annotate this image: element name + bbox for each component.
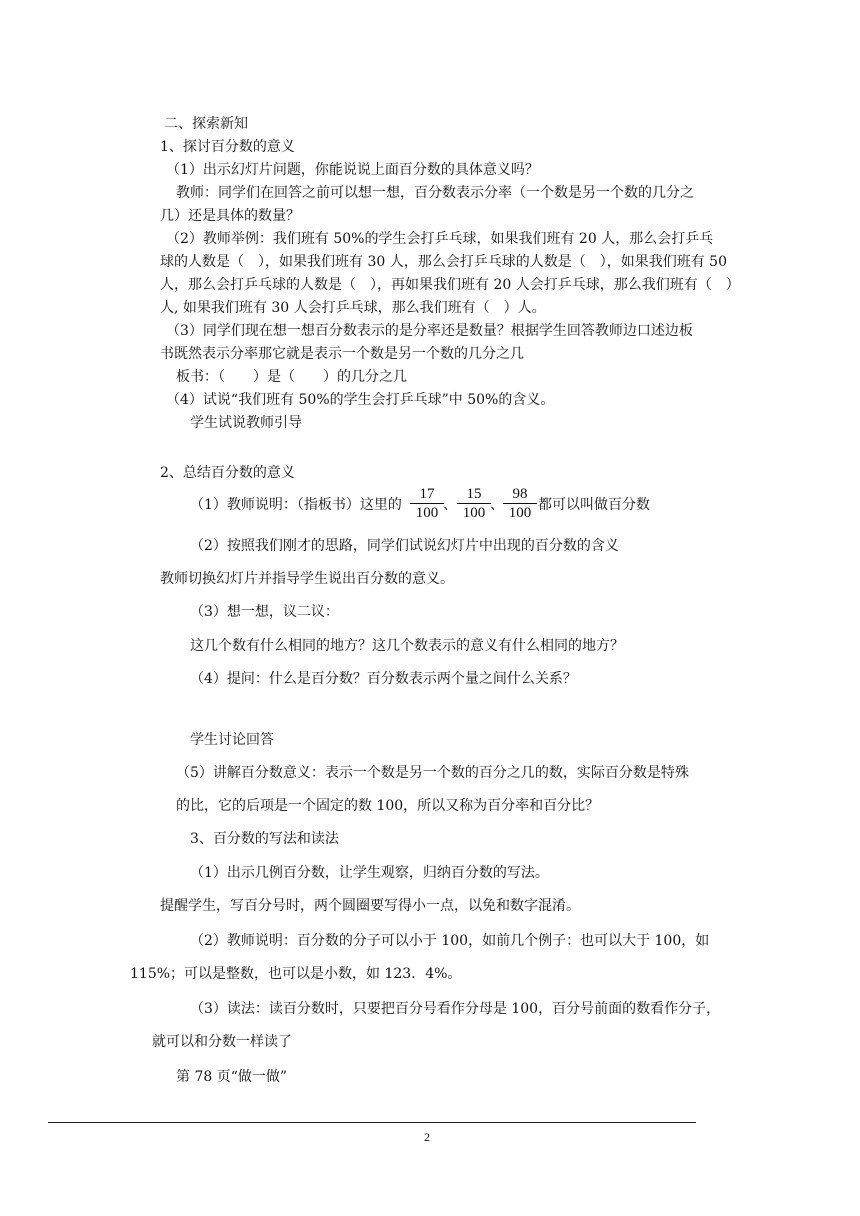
paragraph: 人, 如果我们班有 30 人会打乒乓球，那么我们班有（ ）人。 xyxy=(160,300,546,316)
fraction xyxy=(457,485,491,522)
fraction-denominator: 100 xyxy=(415,505,439,521)
paragraph: 就可以和分数一样读了 xyxy=(152,1034,292,1050)
paragraph: （4）试说“我们班有 50%的学生会打乒乓球”中 50%的含义。 xyxy=(166,392,555,408)
paragraph: （3）同学们现在想一想百分数表示的是分率还是数量？根据学生回答教师边口述边板 xyxy=(166,323,693,339)
subheading-summary: 2、总结百分数的意义 xyxy=(160,465,295,481)
paragraph: 这几个数有什么相同的地方？这几个数表示的意义有什么相同的地方？ xyxy=(190,638,624,654)
separator: 、 xyxy=(490,497,504,513)
paragraph: （2）按照我们刚才的思路，同学们试说幻灯片中出现的百分数的含义 xyxy=(190,538,619,554)
paragraph: 第 78 页“做一做” xyxy=(176,1069,288,1085)
fraction-denominator: 100 xyxy=(508,505,532,521)
fraction-numerator: 98 xyxy=(503,485,537,504)
subheading-writing-reading: 3、百分数的写法和读法 xyxy=(190,831,339,847)
paragraph: （3）想一想，议二议： xyxy=(190,604,339,620)
fraction-numerator: 17 xyxy=(410,485,444,504)
paragraph: 115%；可以是整数，也可以是小数，如 123．4%。 xyxy=(130,966,462,982)
separator: 、 xyxy=(443,497,457,513)
paragraph: 的比，它的后项是一个固定的数 100，所以又称为百分率和百分比？ xyxy=(176,798,600,814)
paragraph: 学生讨论回答 xyxy=(190,732,274,748)
fraction xyxy=(503,485,537,522)
paragraph: （1）出示几例百分数，让学生观察，归纳百分数的写法。 xyxy=(190,865,549,881)
paragraph: 都可以叫做百分数 xyxy=(538,497,650,513)
paragraph: （1）教师说明：（指板书）这里的 xyxy=(190,497,402,513)
fraction xyxy=(410,485,444,522)
fraction-numerator: 15 xyxy=(457,485,491,504)
paragraph: 书既然表示分率那它就是表示一个数是另一个数的几分之几 xyxy=(160,346,524,362)
paragraph: 几）还是具体的数量？ xyxy=(160,208,300,224)
paragraph: 人，那么会打乒乓球的人数是（ ），再如果我们班有 20 人会打乒乓球，那么我们班有（ ） xyxy=(160,277,740,293)
paragraph: 板书：（ ）是（ ）的几分之几 xyxy=(176,369,407,385)
paragraph: 提醒学生，写百分号时，两个圆圈要写得小一点，以免和数字混淆。 xyxy=(160,898,580,914)
paragraph: （3）读法：读百分数时，只要把百分号看作分母是 100，百分号前面的数看作分子， xyxy=(190,1001,721,1017)
paragraph: 球的人数是（ ），如果我们班有 30 人，那么会打乒乓球的人数是（ ），如果我们班有 50 xyxy=(160,254,727,270)
paragraph: （2）教师说明：百分数的分子可以小于 100，如前几个例子：也可以大于 100，如 xyxy=(190,933,710,949)
fraction-denominator: 100 xyxy=(462,505,486,521)
paragraph: 教师：同学们在回答之前可以想一想，百分数表示分率（一个数是另一个数的几分之 xyxy=(176,185,694,201)
paragraph: （5）讲解百分数意义：表示一个数是另一个数的百分之几的数，实际百分数是特殊 xyxy=(176,765,689,781)
paragraph: （2）教师举例：我们班有 50%的学生会打乒乓球，如果我们班有 20 人，那么会打乒乓 xyxy=(166,231,714,247)
paragraph: （4）提问：什么是百分数？百分数表示两个量之间什么关系？ xyxy=(190,671,577,687)
paragraph: （1）出示幻灯片问题，你能说说上面百分数的具体意义吗？ xyxy=(166,162,539,178)
page-number: 2 xyxy=(424,1130,430,1144)
paragraph: 学生试说教师引导 xyxy=(190,415,302,431)
footer-divider xyxy=(48,1122,696,1123)
section-heading: 二、探索新知 xyxy=(164,116,248,132)
subheading-meaning: 1、探讨百分数的意义 xyxy=(160,139,295,155)
paragraph: 教师切换幻灯片并指导学生说出百分数的意义。 xyxy=(160,571,454,587)
